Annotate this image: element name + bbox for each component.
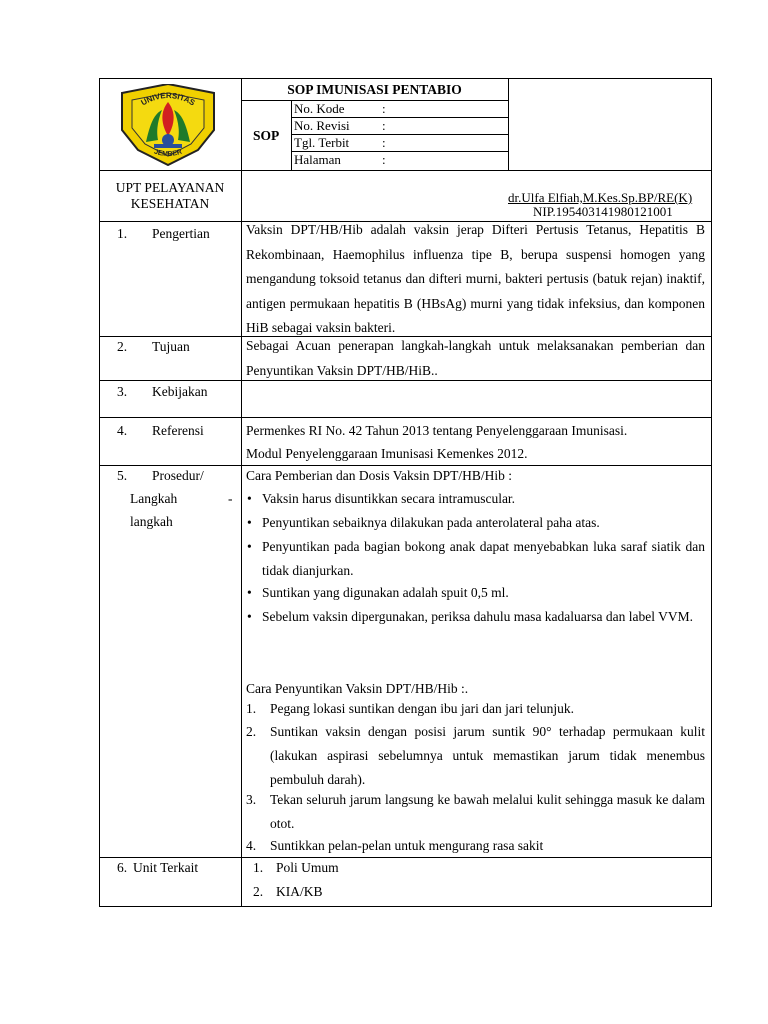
signer-name: dr.Ulfa Elfiah,M.Kes.Sp.BP/RE(K) <box>508 190 693 205</box>
bullet-icon: • <box>247 609 252 624</box>
unit-name-line2: KESEHATAN <box>130 196 210 211</box>
row5-number: 5. <box>117 468 128 483</box>
row2-title: Tujuan <box>152 339 190 354</box>
university-logo <box>118 84 218 166</box>
bullet-text-4: Suntikan yang digunakan adalah spuit 0,5 ml. <box>262 585 509 600</box>
step-number-4: 4. <box>246 838 257 853</box>
bullet-text-5: Sebelum vaksin dipergunakan, periksa dahulu masa kadaluarsa dan label VVM. <box>262 609 694 624</box>
field-sep-halaman: : <box>382 152 386 167</box>
field-label-halaman: Halaman <box>294 152 341 167</box>
content-column-divider <box>241 221 242 907</box>
field-label-terbit: Tgl. Terbit <box>294 135 350 150</box>
unit-item-2: KIA/KB <box>276 884 323 899</box>
logo-text-top: UNIVERSITAS <box>139 90 197 108</box>
step-number-3: 3. <box>246 792 257 807</box>
unit-number-2: 2. <box>253 884 264 899</box>
procedure-heading-2: Cara Penyuntikan Vaksin DPT/HB/Hib :. <box>246 681 469 696</box>
row1-number: 1. <box>117 226 128 241</box>
sop-divider <box>291 100 292 170</box>
unit-name-line1: UPT PELAYANAN <box>115 180 225 195</box>
field-label-kode: No. Kode <box>294 101 345 116</box>
row2-number: 2. <box>117 339 128 354</box>
header-divider-right <box>508 78 509 170</box>
row2-text: Sebagai Acuan penerapan langkah-langkah untuk melaksanakan pemberian dan Penyuntikan Vaksin DPT/HB/HiB.. <box>246 338 705 378</box>
step-number-1: 1. <box>246 701 257 716</box>
header-hline-2 <box>99 170 712 171</box>
logo-text-bottom: JEMBER <box>153 148 183 159</box>
field-label-revisi: No. Revisi <box>294 118 350 133</box>
step-number-2: 2. <box>246 724 257 739</box>
row5-title-line1: Prosedur/ <box>152 468 204 483</box>
step-text-1: Pegang lokasi suntikan dengan ibu jari dan jari telunjuk. <box>270 701 575 716</box>
bullet-icon: • <box>247 491 252 506</box>
sop-label: SOP <box>253 128 280 143</box>
row5-title-dash: - <box>228 491 233 506</box>
unit-number-1: 1. <box>253 860 264 875</box>
row3-number: 3. <box>117 384 128 399</box>
row-divider-3 <box>99 417 712 418</box>
procedure-heading-1: Cara Pemberian dan Dosis Vaksin DPT/HB/Hib : <box>246 468 512 483</box>
field-sep-terbit: : <box>382 135 386 150</box>
row5-title-line3: langkah <box>130 514 173 529</box>
row5-title-line2: Langkah <box>130 491 178 506</box>
signer-nip: NIP.195403141980121001 <box>533 204 673 219</box>
row6-title: Unit Terkait <box>133 860 199 875</box>
row4-line2: Modul Penyelenggaraan Imunisasi Kemenkes 2012. <box>246 446 528 461</box>
bullet-icon: • <box>247 585 252 600</box>
unit-item-1: Poli Umum <box>276 860 339 875</box>
row6-number: 6. <box>117 860 128 875</box>
step-text-4: Suntikkan pelan-pelan untuk mengurang rasa sakit <box>270 838 544 853</box>
row1-text: Vaksin DPT/HB/Hib adalah vaksin jerap Difteri Pertusis Tetanus, Hepatitis B Rekombinaan, Haemophilus influenza tipe B, berupa suspensi homogen yang mengandung toksoid tetanus dan difteri murni, bakteri pertusis (batuk rejan) inaktif, antigen permukaan hepatitis B (HBsAg) murni yang tidak infeksius, dan komponen HiB sebagai vaksin bakteri. <box>246 222 705 335</box>
field-sep-kode: : <box>382 101 386 116</box>
row3-title: Kebijakan <box>152 384 208 399</box>
field-sep-revisi: : <box>382 118 386 133</box>
row1-title: Pengertian <box>152 226 210 241</box>
bullet-icon: • <box>247 539 252 554</box>
bullet-text-1: Vaksin harus disuntikkan secara intramuscular. <box>262 491 516 506</box>
row4-line1: Permenkes RI No. 42 Tahun 2013 tentang Penyelenggaraan Imunisasi. <box>246 423 628 438</box>
row4-title: Referensi <box>152 423 204 438</box>
header-hline-1 <box>241 100 508 101</box>
sop-title: SOP IMUNISASI PENTABIO <box>287 82 462 97</box>
bullet-icon: • <box>247 515 252 530</box>
bullet-text-3: Penyuntikan pada bagian bokong anak dapat menyebabkan luka saraf siatik dan tidak dianjurkan. <box>262 539 705 578</box>
bullet-text-2: Penyuntikan sebaiknya dilakukan pada anterolateral paha atas. <box>262 515 600 530</box>
row4-number: 4. <box>117 423 128 438</box>
step-text-3: Tekan seluruh jarum langsung ke bawah melalui kulit sehingga masuk ke dalam otot. <box>270 792 705 831</box>
step-text-2: Suntikan vaksin dengan posisi jarum suntik 90° terhadap permukaan kulit (lakukan aspirasi sebelumnya untuk memastikan jarum tidak menembus pembuluh darah). <box>270 724 705 787</box>
